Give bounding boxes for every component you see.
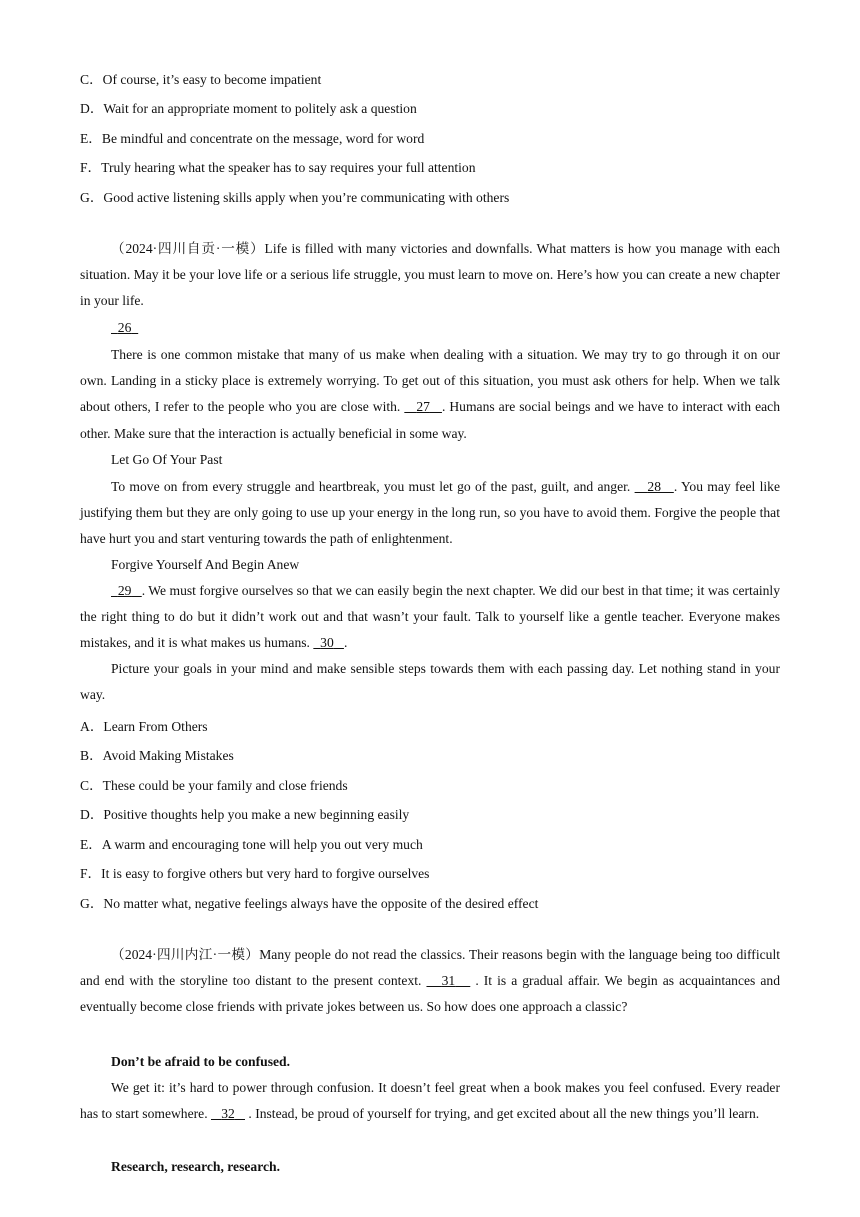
option-d-2: D．Positive thoughts help you make a new beginning easily [80,807,410,822]
blank-26: 26 [117,320,132,335]
option-e-1: E．Be mindful and concentrate on the message, word for word [80,131,425,146]
passage-2-intro: （2024·四川自贡·一模）Life is filled with many victories and downfalls. What matters is how you manage with each situation. May it be your love life or a serious life struggle, you must learn to move on. Here’s how you can create a new chapter in your life. [80,241,780,309]
option-f-1: F．Truly hearing what the speaker has to say requires your full attention [80,160,476,175]
blank-28: 28 [647,479,661,494]
passage-2-paragraph-3: 29 . We must forgive ourselves so that we can easily begin the next chapter. We did our best in that time; it was certainly the right thing to do but it didn’t work out and that wasn’t your fault. Talk to yourself like a gentle teacher. Everyone makes mistakes, and it is what makes us humans. 30 . [80,583,781,651]
option-e-2: E．A warm and encouraging tone will help you out very much [80,837,423,852]
heading-research: Research, research, research. [111,1159,280,1174]
blank-27: 27 [416,399,430,415]
option-g-1: G．Good active listening skills apply when you’re communicating with others [80,190,510,205]
passage-2-paragraph-1: There is one common mistake that many of us make when dealing with a situation. We may try to go through it on our own. Landing in a sticky place is extremely worrying. To get out of this situation, you must ask others for help. When we talk about others, I refer to the people who you are close with. 27 . Humans are social beings and we have to interact with each other. Make sure that the interaction is actually beneficial in some way. [80,347,780,441]
heading-let-go: Let Go Of Your Past [111,452,223,467]
passage-3-paragraph-1: We get it: it’s hard to power through confusion. It doesn’t feel great when a book makes you feel confused. Every reader has to start somewhere. 32 . Instead, be proud of yourself for trying, and get excited about all the new things you’ll learn. [80,1080,780,1122]
option-c-2: C．These could be your family and close friends [80,778,348,793]
passage-3-intro: （2024·四川内江·一模）Many people do not read the classics. Their reasons begin with the language being too difficult and end with the storyline too distant to the present context. 31 . It is a gradual affair. We begin as acquaintances and eventually become close friends with private jokes between us. So how does one approach a classic? [80,947,780,1015]
option-f-2: F．It is easy to forgive others but very hard to forgive ourselves [80,866,430,881]
passage-2-paragraph-2: To move on from every struggle and heartbreak, you must let go of the past, guilt, and anger. 28 . You may feel like justifying them but they are only going to use up your energy in the long run, so you have to avoid them. Forgive the people that have hurt you and start venturing towards the path of enlightenment. [80,479,780,547]
option-g-2: G．No matter what, negative feelings always have the opposite of the desired effect [80,896,539,911]
heading-forgive: Forgive Yourself And Begin Anew [111,557,300,572]
blank-32: 32 [221,1106,235,1122]
blank-30: 30 [320,635,334,651]
option-d-1: D．Wait for an appropriate moment to politely ask a question [80,101,417,116]
blank-29: 29 [117,583,132,598]
option-c-1: C．Of course, it’s easy to become impatient [80,72,322,87]
heading-dont-be-afraid: Don’t be afraid to be confused. [111,1054,290,1069]
blank-31: 31 [441,973,456,989]
option-b-2: B．Avoid Making Mistakes [80,748,234,763]
option-a-2: A．Learn From Others [80,719,208,734]
passage-2-paragraph-4: Picture your goals in your mind and make sensible steps towards them with each passing day. Let nothing stand in your way. [80,661,780,703]
